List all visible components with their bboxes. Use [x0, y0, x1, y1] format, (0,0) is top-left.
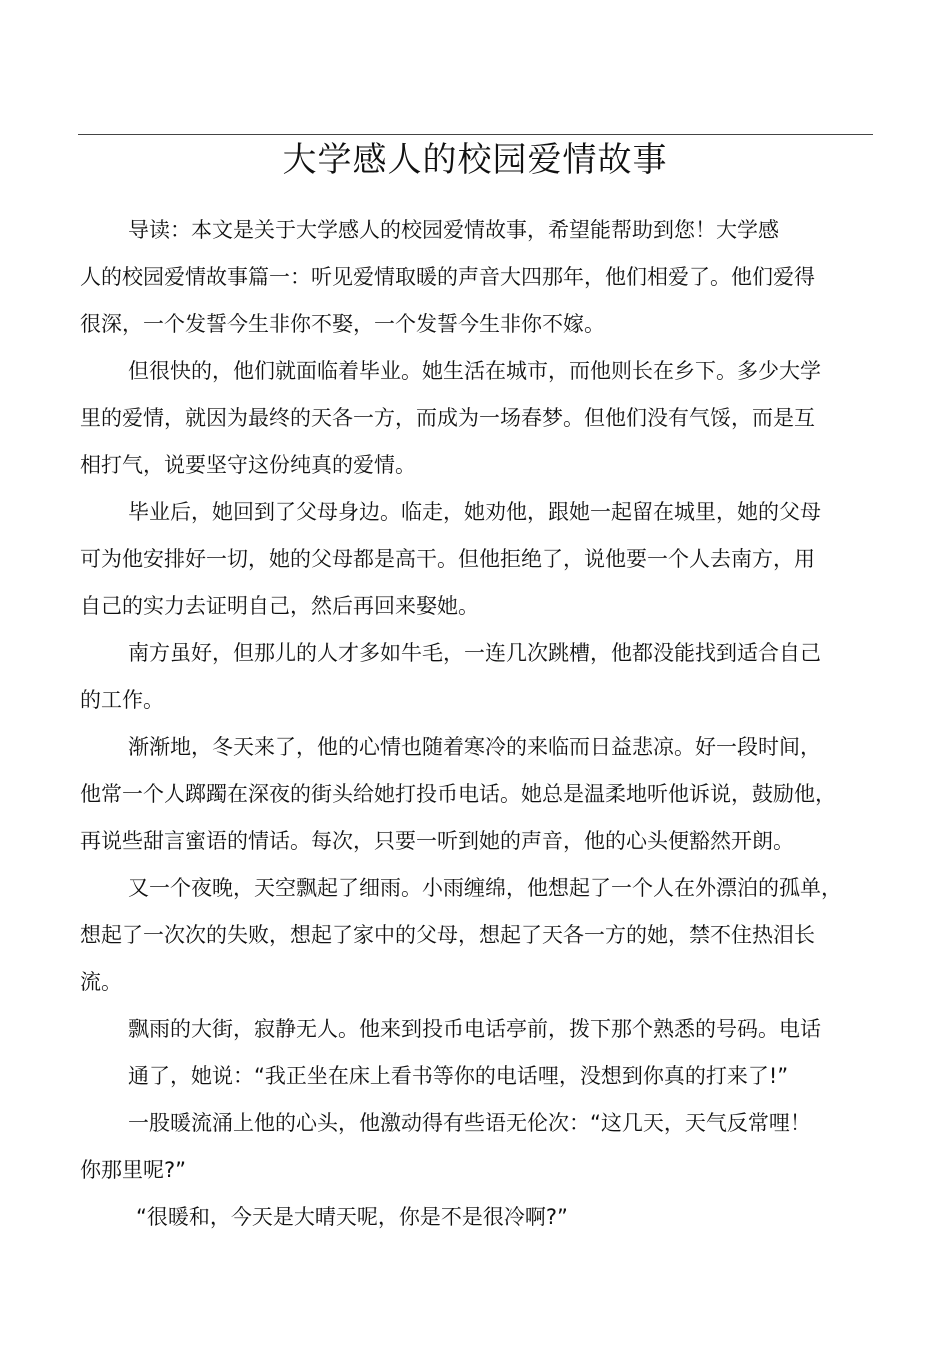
paragraph-line: “很暖和，今天是大晴天呢，你是不是很冷啊?” [136, 1205, 568, 1229]
paragraph-line: 想起了一次次的失败，想起了家中的父母，想起了天各一方的她，禁不住热泪长 [80, 923, 815, 947]
header-rule [78, 134, 873, 135]
paragraph-line: 你那里呢?” [80, 1158, 187, 1182]
paragraph [80, 1006, 880, 1100]
paragraph-line: 他常一个人踯躅在深夜的街头给她打投币电话。她总是温柔地听他诉说，鼓励他， [80, 782, 836, 806]
paragraph-line: 流。 [80, 970, 122, 994]
paragraph-line: 毕业后，她回到了父母身边。临走，她劝他，跟她一起留在城里，她的父母 [128, 500, 821, 524]
paragraph [80, 724, 880, 865]
paragraph-intro [80, 207, 880, 348]
paragraph-line: 人的校园爱情故事篇一：听见爱情取暖的声音大四那年，他们相爱了。他们爱得 [80, 265, 815, 289]
paragraph [80, 1194, 880, 1241]
paragraph-line: 飘雨的大街，寂静无人。他来到投币电话亭前，拨下那个熟悉的号码。电话 [128, 1017, 821, 1041]
paragraph [80, 348, 880, 489]
paragraph [80, 630, 880, 724]
paragraph-line: 的工作。 [80, 688, 164, 712]
paragraph-line: 但很快的，他们就面临着毕业。她生活在城市，而他则长在乡下。多少大学 [128, 359, 821, 383]
paragraph [80, 1100, 880, 1194]
document-body [80, 207, 880, 1241]
paragraph [80, 489, 880, 630]
paragraph-line: 里的爱情，就因为最终的天各一方，而成为一场春梦。但他们没有气馁，而是互 [80, 406, 815, 430]
paragraph-line: 南方虽好，但那儿的人才多如牛毛，一连几次跳槽，他都没能找到适合自己 [128, 641, 821, 665]
paragraph-line: 导读：本文是关于大学感人的校园爱情故事，希望能帮助到您！大学感 [128, 218, 779, 242]
paragraph [80, 865, 880, 1006]
paragraph-line: 很深，一个发誓今生非你不娶，一个发誓今生非你不嫁。 [80, 312, 605, 336]
paragraph-line: 又一个夜晚，天空飘起了细雨。小雨缠绵，他想起了一个人在外漂泊的孤单， [128, 876, 842, 900]
paragraph-line: 可为他安排好一切，她的父母都是高干。但他拒绝了，说他要一个人去南方，用 [80, 547, 815, 571]
paragraph-line: 通了，她说：“我正坐在床上看书等你的电话哩，没想到你真的打来了!” [128, 1064, 789, 1088]
paragraph-line: 渐渐地，冬天来了，他的心情也随着寒冷的来临而日益悲凉。好一段时间， [128, 735, 821, 759]
document-title: 大学感人的校园爱情故事 [282, 140, 668, 180]
paragraph-line: 自己的实力去证明自己，然后再回来娶她。 [80, 594, 479, 618]
paragraph-line: 一股暖流涌上他的心头，他激动得有些语无伦次：“这几天，天气反常哩！ [128, 1111, 811, 1135]
paragraph-line: 再说些甜言蜜语的情话。每次，只要一听到她的声音，他的心头便豁然开朗。 [80, 829, 794, 853]
paragraph-line: 相打气，说要坚守这份纯真的爱情。 [80, 453, 416, 477]
